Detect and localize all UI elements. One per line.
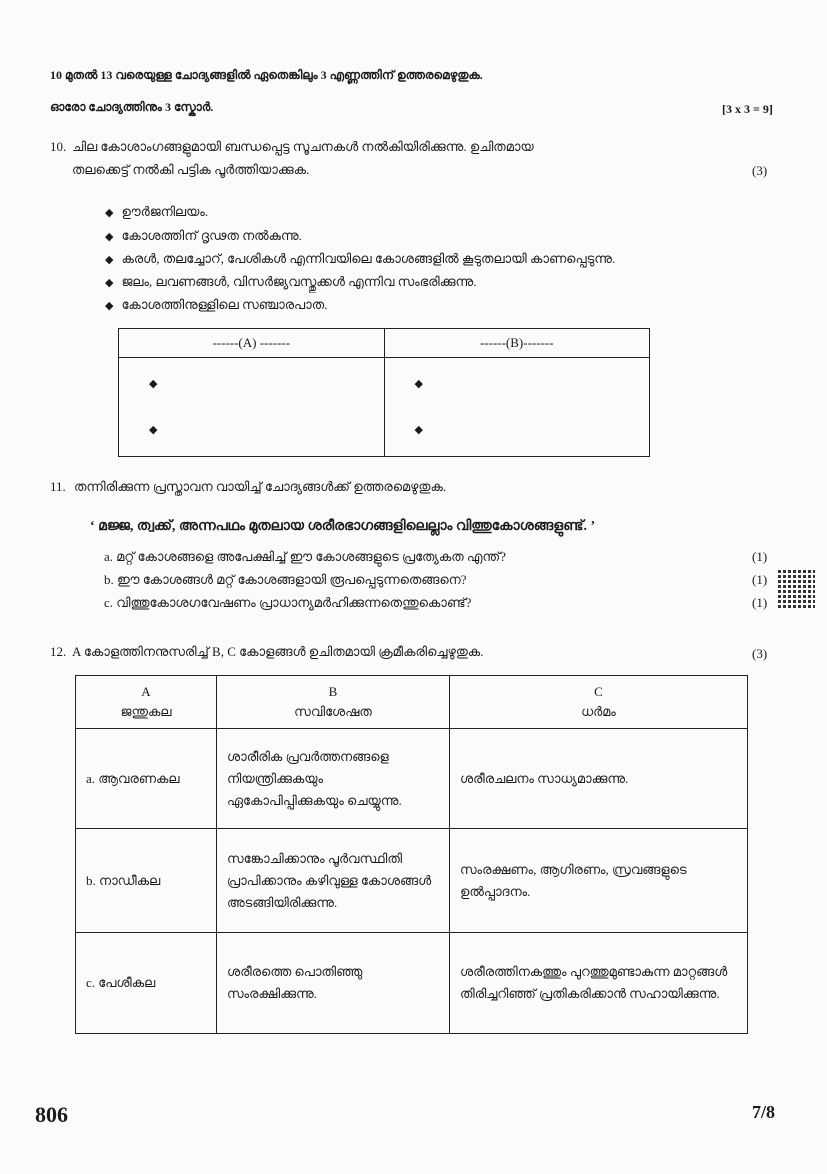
tissue-cell: a. ആവരണകല [76,729,217,829]
table-row [76,933,748,1034]
instruction-line-1: 10 മുതൽ 13 വരെയുള്ള ചോദ്യങ്ങളിൽ ഏതെങ്കിലും 3 എണ്ണത്തിന് ഉത്തരമെഴുതുക. [50,68,483,82]
function-cell: സംരക്ഷണം, ആഗിരണം, സ്രവങ്ങളുടെ ഉൽപ്പാദനം. [450,829,748,933]
instruction-line-2: ഓരോ ചോദ്യത്തിനും 3 സ്കോർ. [50,100,214,114]
column-b-header: ------(B)------- [384,329,650,358]
q10-line-2: തലക്കെട്ട് നൽകി പട്ടിക പൂർത്തിയാക്കുക. [72,162,310,177]
header-a: A ജന്തുകല [76,676,217,729]
q12-mark: (3) [752,646,768,661]
q12-number: 12. [50,644,67,659]
q11-part-a: a. മറ്റ് കോശങ്ങളെ അപേക്ഷിച്ച് ഈ കോശങ്ങളുടെ പ്രത്യേകത എന്ത്? [104,549,506,564]
column-a-header: ------(A) ------- [119,329,385,358]
q11-part-b: b. ഈ കോശങ്ങൾ മറ്റ് കോശങ്ങളായി രൂപപ്പെടുന്നതെങ്ങനെ? [104,572,467,587]
column-a-cell: ◆ ◆ [119,358,385,457]
q10-bullet: ◆ ജലം, ലവണങ്ങൾ, വിസർജ്യവസ്തുക്കൾ എന്നിവ സംഭരിക്കുന്നു. [105,274,477,289]
tissue-cell: c. പേശീകല [76,933,217,1034]
q10-mark: (3) [752,163,768,178]
q10-line-1: ചില കോശാംഗങ്ങളുമായി ബന്ധപ്പെട്ട സൂചനകൾ നൽകിയിരിക്കുന്നു. ഉചിതമായ [72,139,534,154]
q11-part-c: c. വിത്തുകോശഗവേഷണം പ്രാധാന്യമർഹിക്കുന്നതെന്തുകൊണ്ട്? [104,595,472,610]
q11-part-a-mark: (1) [752,549,768,564]
q10-answer-table [118,328,650,457]
table-row [76,829,748,933]
table-row [76,729,748,829]
function-cell: ശരീരത്തിനകത്തും പുറത്തുമുണ്ടാകുന്ന മാറ്റങ്ങൾ തിരിച്ചറിഞ്ഞ് പ്രതികരിക്കാൻ സഹായിക്കുന്നു. [450,933,748,1034]
feature-cell: ശാരീരിക പ്രവർത്തനങ്ങളെ നിയന്ത്രിക്കുകയും ഏകോപിപ്പിക്കുകയും ചെയ്യുന്നു. [217,729,450,829]
q10-number: 10. [50,139,67,154]
page-number: 7/8 [752,1102,776,1122]
q10-bullet: ◆ കരൾ, തലച്ചോറ്, പേശികൾ എന്നിവയിലെ കോശങ്ങളിൽ കൂടുതലായി കാണപ്പെടുന്നു. [105,251,616,266]
q10-bullet: ◆ കോശത്തിനുള്ളിലെ സഞ്ചാരപാത. [105,297,328,312]
q11-part-b-mark: (1) [752,572,768,587]
q10-bullet: ◆ ഊർജനിലയം. [105,204,209,219]
tissue-cell: b. നാഡീകല [76,829,217,933]
q11-intro: തന്നിരിക്കുന്ന പ്രസ്താവന വായിച്ച് ചോദ്യങ്ങൾക്ക് ഉത്തരമെഴുതുക. [74,479,447,494]
q11-quote: ‘ മജ്ജ, ത്വക്ക്, അന്നപഥം മുതലായ ശരീരഭാഗങ്ങളിലെല്ലാം വിത്തുകോശങ്ങളുണ്ട്. ’ [90,519,596,534]
paper-code: 806 [35,1102,68,1127]
q12-text: A കോളത്തിനനുസരിച്ച് B, C കോളങ്ങൾ ഉചിതമായി ക്രമീകരിച്ചെഴുതുക. [72,644,484,659]
q11-number: 11. [50,479,66,494]
q12-match-table [75,675,748,1034]
qr-code [778,568,815,608]
section-score: [3 x 3 = 9] [722,102,773,116]
header-c: C ധർമം [450,676,748,729]
function-cell: ശരീരചലനം സാധ്യമാക്കുന്നു. [450,729,748,829]
column-b-cell: ◆ ◆ [384,358,650,457]
q10-bullet: ◆ കോശത്തിന് ദൃഢത നൽകുന്നു. [105,228,302,243]
header-b: B സവിശേഷത [217,676,450,729]
feature-cell: സങ്കോചിക്കാനും പൂർവസ്ഥിതി പ്രാപിക്കാനും കഴിവുള്ള കോശങ്ങൾ അടങ്ങിയിരിക്കുന്നു. [217,829,450,933]
feature-cell: ശരീരത്തെ പൊതിഞ്ഞു സംരക്ഷിക്കുന്നു. [217,933,450,1034]
q11-part-c-mark: (1) [752,595,768,610]
